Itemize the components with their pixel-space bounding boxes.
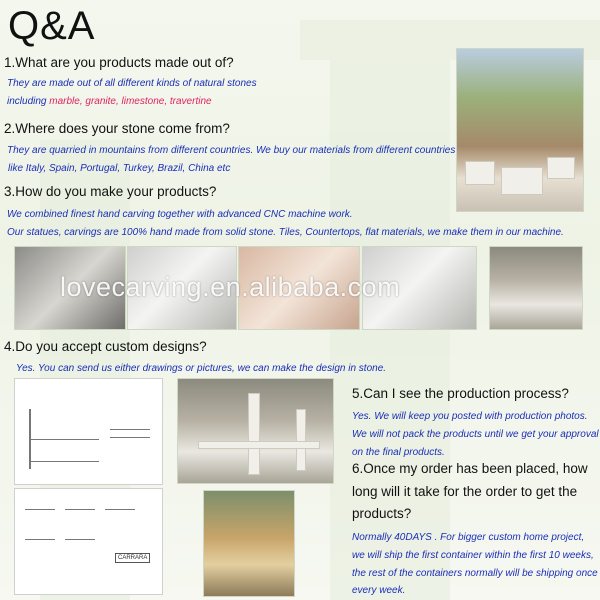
question-3: 3.How do you make your products? <box>4 184 217 199</box>
drawing-line <box>29 461 99 462</box>
answer-5-line-3: on the final products. <box>352 447 445 458</box>
answer-1-line-1: They are made out of all different kinds of natural stones <box>7 78 257 89</box>
answer-3-line-2: Our statues, carvings are 100% hand made from solid stone. Tiles, Countertops, flat materials, we make them in our machine. <box>7 227 564 238</box>
answer-4: Yes. You can send us either drawings or pictures, we can make the design in stone. <box>16 363 387 374</box>
quarry-photo <box>456 48 584 212</box>
drawing-line <box>29 439 99 440</box>
answer-2-line-2: like Italy, Spain, Portugal, Turkey, Brazil, China etc <box>8 163 231 174</box>
question-6-line-3: products? <box>352 506 412 521</box>
stone-block <box>501 167 543 195</box>
question-6-line-1: 6.Once my order has been placed, how <box>352 461 588 476</box>
question-6-line-2: long will it take for the order to get the <box>352 484 578 499</box>
answer-1-prefix: including <box>7 96 50 107</box>
column <box>248 393 260 475</box>
question-4: 4.Do you accept custom designs? <box>4 339 207 354</box>
drawing-line <box>65 509 95 510</box>
question-2: 2.Where does your stone come from? <box>4 121 230 136</box>
page-title: Q&A <box>8 4 96 48</box>
answer-5-line-1: Yes. We will keep you posted with production photos. <box>352 411 588 422</box>
balustrade-rail <box>198 441 320 449</box>
column <box>296 409 306 471</box>
question-5: 5.Can I see the production process? <box>352 386 569 401</box>
answer-3-line-1: We combined finest hand carving together with advanced CNC machine work. <box>7 209 353 220</box>
answer-6-line-4: every week. <box>352 585 406 596</box>
answer-1-materials: marble, granite, limestone, travertine <box>49 96 212 107</box>
design-drawing-1 <box>14 378 163 485</box>
production-photo-statue <box>489 246 583 330</box>
answer-6-line-2: we will ship the first container within the first 10 weeks, <box>352 550 594 561</box>
answer-1-line-2 <box>7 95 212 108</box>
stair-photo <box>203 490 295 597</box>
drawing-line <box>65 539 95 540</box>
drawing-line <box>110 437 150 438</box>
drawing-line <box>25 539 55 540</box>
drawing-line <box>105 509 135 510</box>
balustrade-photo <box>177 378 334 484</box>
stone-block <box>465 161 495 185</box>
question-1: 1.What are you products made out of? <box>4 55 234 70</box>
design-drawing-2 <box>14 488 163 595</box>
watermark-text: lovecarving.en.alibaba.com <box>60 272 401 302</box>
stone-block <box>547 157 575 179</box>
answer-2-line-1: They are quarried in mountains from different countries. We buy our materials from different countries <box>7 145 456 156</box>
drawing-line <box>110 429 150 430</box>
drawing-label: CARRARA <box>115 553 150 563</box>
answer-6-line-1: Normally 40DAYS . For bigger custom home project, <box>352 532 585 543</box>
drawing-line <box>25 509 55 510</box>
answer-5-line-2: We will not pack the products until we get your approval <box>352 429 599 440</box>
answer-6-line-3: the rest of the containers normally will be shipping once <box>352 568 598 579</box>
